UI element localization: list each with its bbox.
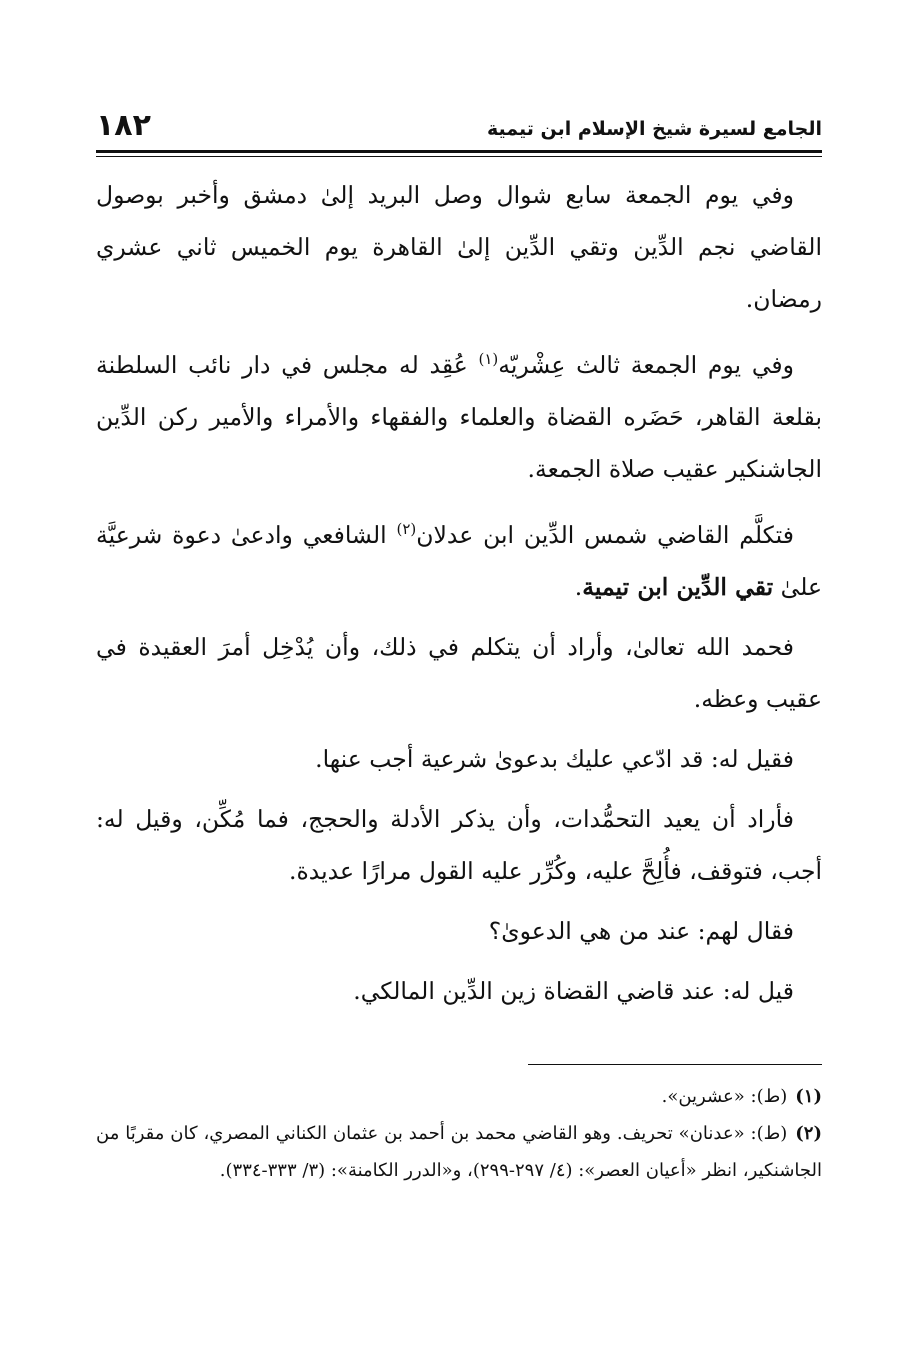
page-number: ١٨٢	[96, 108, 151, 143]
footnote-ref-2: (٢)	[396, 519, 417, 538]
footnote-1	[96, 1078, 822, 1115]
body-text	[96, 169, 822, 1017]
page	[96, 104, 822, 1025]
paragraph-4: فحمد الله تعالىٰ، وأراد أن يتكلم في ذلك، وأن يُدْخِل أمرَ العقيدة في عقيب وعظه.	[96, 632, 822, 713]
paragraph-2	[96, 333, 822, 495]
running-title: الجامع لسيرة شيخ الإسلام ابن تيمية	[486, 118, 822, 140]
footnote-2-text: (ط): «عدنان» تحريف. وهو القاضي محمد بن أحمد بن عثمان الكناني المصري، كان مقربًا من الجاشنكير، انظر «أعيان العصر»: (٤/ ٢٩٧-٢٩٩)، و«الدرر الكامنة»: (٣/ ٣٣٣-٣٣٤).	[96, 1123, 822, 1181]
paragraph-2-rest: عُقِد له مجلس في دار نائب السلطنة بقلعة القاهر، حَضَره القضاة والعلماء والفقهاء والأمراء والأمير ركن الدِّين الجاشنكير عقيب صلاة الجمعة.	[96, 350, 822, 483]
paragraph-3-rest: الشافعي وادعىٰ دعوة شرعيَّة علىٰ	[96, 520, 822, 601]
footnote-separator	[528, 1064, 822, 1065]
paragraph-5: فقيل له: قد ادّعي عليك بدعوىٰ شرعية أجب عنها.	[315, 744, 794, 773]
paragraph-1: وفي يوم الجمعة سابع شوال وصل البريد إلىٰ دمشق وأخبر بوصول القاضي نجم الدِّين وتقي الدِّين إلىٰ القاهرة يوم الخميس ثاني عشري رمضان.	[96, 181, 822, 313]
footnote-1-number: (١)	[795, 1086, 822, 1107]
paragraph-3-end: .	[574, 572, 583, 601]
footnote-1-text: (ط): «عشرين».	[661, 1086, 788, 1107]
header-rule-thick	[96, 150, 822, 153]
footnotes	[96, 1078, 822, 1189]
paragraph-2-start: وفي يوم الجمعة ثالث عِشْريّه	[498, 350, 794, 379]
paragraph-7: فقال لهم: عند من هي الدعوىٰ؟	[488, 916, 794, 945]
paragraph-6: فأراد أن يعيد التحمُّدات، وأن يذكر الأدلة والحجج، فما مُكِّن، وقيل له: أجب، فتوقف، فأُلِحَّ عليه، وكُرِّر عليه القول مرارًا عديدة.	[96, 804, 822, 885]
paragraph-3	[96, 503, 822, 613]
paragraph-3-bold-name: تقي الدِّين ابن تيمية	[582, 572, 774, 601]
header-rule-thin	[96, 156, 822, 157]
paragraph-3-start: فتكلَّم القاضي شمس الدِّين ابن عدلان	[416, 520, 794, 549]
footnote-2-number: (٢)	[795, 1123, 822, 1144]
paragraph-8: قيل له: عند قاضي القضاة زين الدِّين المالكي.	[353, 976, 794, 1005]
page-header	[96, 104, 822, 146]
footnote-ref-1: (١)	[478, 350, 499, 368]
footnote-2	[96, 1115, 822, 1189]
